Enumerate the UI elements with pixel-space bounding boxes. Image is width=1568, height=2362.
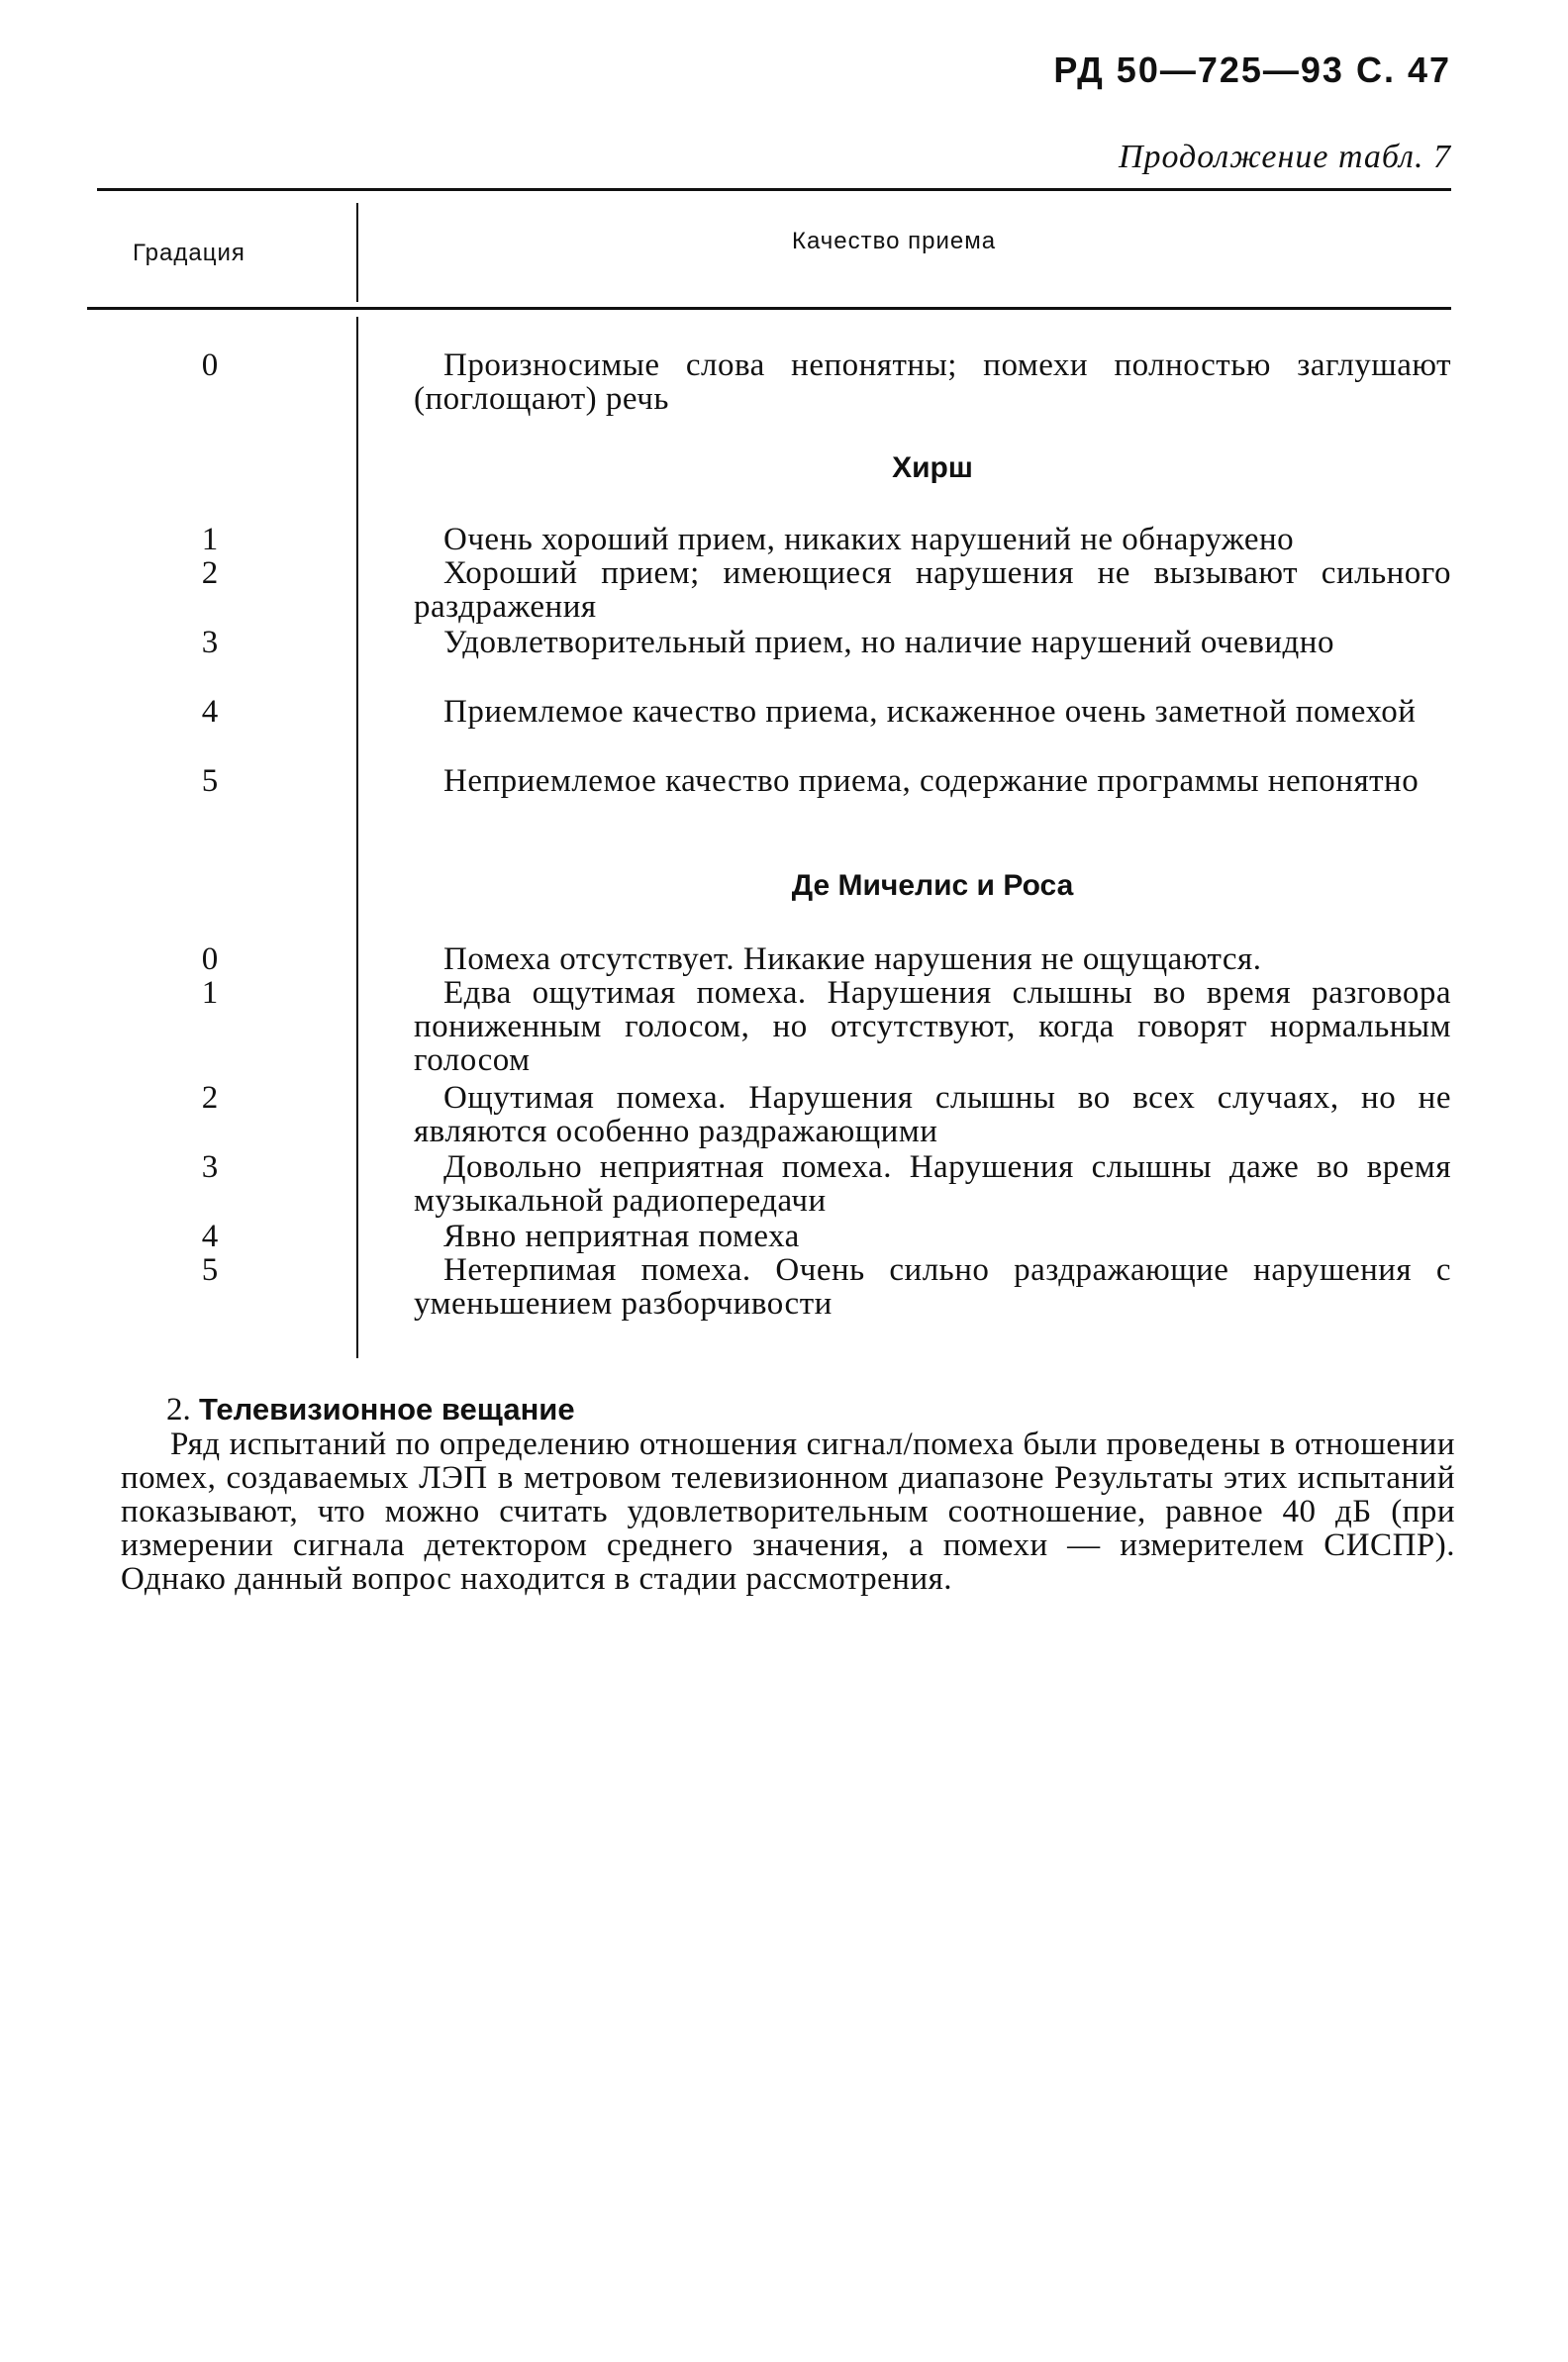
quality-cell: Довольно неприятная помеха. Нарушения слышны даже во время музыкальной радиопередачи xyxy=(414,1149,1451,1219)
grade-cell: 2 xyxy=(201,1080,219,1116)
column-header-quality: Качество приема xyxy=(792,228,997,254)
quality-cell: Хороший прием; имеющиеся нарушения не вызывают сильного раздражения xyxy=(414,555,1451,625)
page-header: РД 50—725—93 С. 47 xyxy=(1053,49,1451,90)
grade-cell: 5 xyxy=(201,1252,219,1288)
grade-cell: 4 xyxy=(201,694,219,730)
column-header-grade: Градация xyxy=(133,240,245,266)
grade-cell: 1 xyxy=(201,975,219,1011)
grade-cell: 4 xyxy=(201,1219,219,1254)
quality-cell: Помеха отсутствует. Никакие нарушения не ощущаются. xyxy=(443,941,1262,977)
grade-cell: 3 xyxy=(201,1149,219,1185)
quality-cell: Неприемлемое качество приема, содержание программы непонятно xyxy=(443,763,1420,799)
table-caption: Продолжение табл. 7 xyxy=(1118,139,1451,175)
column-divider xyxy=(356,317,358,1358)
section-heading-number: 2. xyxy=(166,1392,191,1427)
quality-cell: Едва ощутимая помеха. Нарушения слышны во время разговора пониженным голосом, но отсутствуют, когда говорят нормальным голосом xyxy=(414,975,1451,1078)
quality-cell: Удовлетворительный прием, но наличие нарушений очевидно xyxy=(443,625,1334,660)
grade-cell: 1 xyxy=(201,522,219,557)
grade-cell: 5 xyxy=(201,763,219,799)
grade-cell: 0 xyxy=(201,347,219,383)
grade-cell: 0 xyxy=(201,941,219,977)
section-heading-text: Телевизионное вещание xyxy=(199,1392,575,1427)
table-top-rule xyxy=(97,188,1451,191)
body-paragraph: Ряд испытаний по определению отношения сигнал/помеха были проведены в отношении помех, создаваемых ЛЭП в метровом телевизионном диапазоне Результаты этих испытаний показывают, что можно считать удовлетворительным соотношение, равное 40 дБ (при измерении сигнала детектором среднего значения, а помехи — измерителем СИСПР). Однако данный вопрос находится в стадии рассмотрения. xyxy=(121,1427,1455,1597)
quality-cell: Очень хороший прием, никаких нарушений не обнаружено xyxy=(443,522,1295,557)
table-header-rule xyxy=(87,307,1451,310)
section-title: Хирш xyxy=(892,451,973,484)
header-divider xyxy=(356,203,358,302)
quality-cell: Произносимые слова непонятны; помехи полностью заглушают (поглощают) речь xyxy=(414,347,1451,417)
quality-cell: Ощутимая помеха. Нарушения слышны во всех случаях, но не являются особенно раздражающими xyxy=(414,1080,1451,1149)
grade-cell: 2 xyxy=(201,555,219,591)
quality-cell: Явно неприятная помеха xyxy=(443,1219,800,1254)
grade-cell: 3 xyxy=(201,625,219,660)
quality-cell: Нетерпимая помеха. Очень сильно раздражающие нарушения с уменьшением разборчивости xyxy=(414,1252,1451,1322)
quality-cell: Приемлемое качество приема, искаженное очень заметной помехой xyxy=(443,694,1417,730)
section-title: Де Мичелис и Роса xyxy=(791,869,1074,902)
section-heading xyxy=(166,1392,575,1428)
